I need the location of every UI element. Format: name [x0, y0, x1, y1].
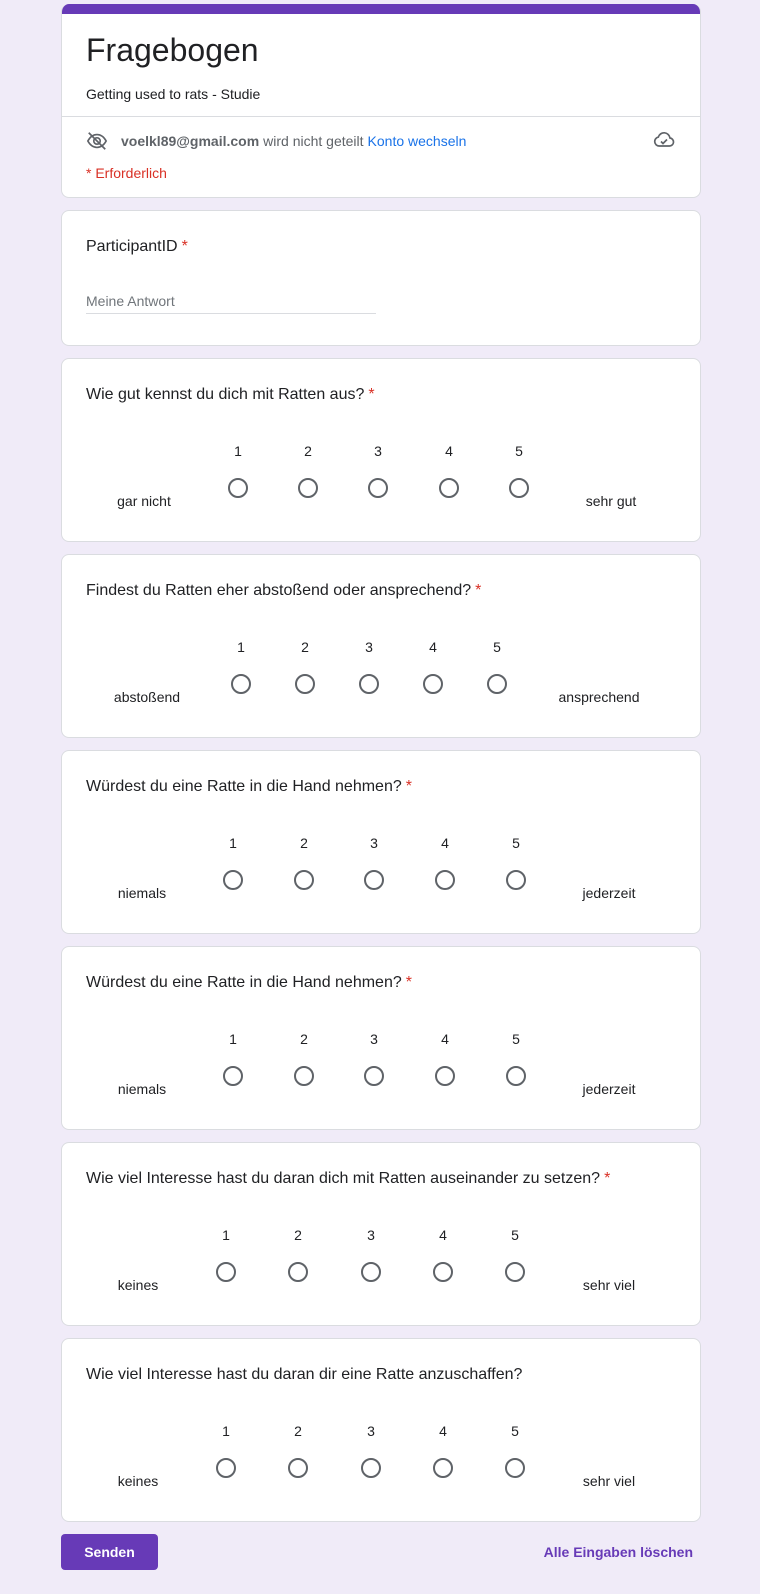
scale-radio-2[interactable]	[298, 478, 318, 498]
linear-scale	[86, 619, 676, 705]
scale-question-card	[61, 750, 701, 934]
scale-high-label: sehr viel	[582, 1277, 636, 1293]
question-title	[86, 579, 676, 603]
scale-number: 5	[512, 1031, 520, 1047]
scale-number: 1	[229, 835, 237, 851]
scale-question-card	[61, 1142, 701, 1326]
scale-number: 1	[229, 1031, 237, 1047]
scale-number: 4	[441, 835, 449, 851]
scale-low-label: keines	[117, 1277, 159, 1293]
scale-number: 2	[300, 1031, 308, 1047]
scale-number: 5	[512, 835, 520, 851]
scale-number: 3	[370, 835, 378, 851]
linear-scale	[86, 1207, 676, 1293]
clear-form-button[interactable]: Alle Eingaben löschen	[543, 1544, 693, 1560]
scale-question-card	[61, 358, 701, 542]
scale-radio-4[interactable]	[433, 1458, 453, 1478]
scale-radio-5[interactable]	[506, 870, 526, 890]
cloud-check-icon	[652, 128, 676, 152]
scale-number: 5	[515, 443, 523, 459]
question-text: Findest du Ratten eher abstoßend oder ansprechend?	[86, 582, 472, 599]
question-text: Würdest du eine Ratte in die Hand nehmen?	[86, 974, 402, 991]
scale-high-label: ansprechend	[558, 689, 640, 705]
scale-high-label: jederzeit	[582, 1081, 636, 1097]
required-star: *	[405, 974, 412, 991]
linear-scale	[86, 1403, 676, 1489]
scale-radio-1[interactable]	[223, 1066, 243, 1086]
scale-number: 5	[493, 639, 501, 655]
scale-number: 3	[365, 639, 373, 655]
form-description: Getting used to rats - Studie	[86, 86, 261, 102]
scale-radio-3[interactable]	[361, 1458, 381, 1478]
required-star: *	[475, 582, 482, 599]
question-title	[86, 971, 676, 995]
question-text: Wie viel Interesse hast du daran dir eine Ratte anzuschaffen?	[86, 1366, 523, 1383]
scale-number: 2	[301, 639, 309, 655]
participant-id-label	[86, 235, 676, 259]
linear-scale	[86, 1011, 676, 1097]
participant-id-text: ParticipantID	[86, 238, 178, 255]
question-title	[86, 1363, 676, 1387]
scale-number: 4	[439, 1227, 447, 1243]
scale-radio-4[interactable]	[423, 674, 443, 694]
scale-number: 4	[429, 639, 437, 655]
required-star: *	[604, 1170, 611, 1187]
form-title: Fragebogen	[86, 32, 259, 68]
scale-radio-3[interactable]	[364, 870, 384, 890]
form-header-card	[61, 4, 701, 198]
switch-account-link[interactable]: Konto wechseln	[367, 133, 467, 149]
form-container	[61, 4, 701, 1570]
scale-radio-5[interactable]	[505, 1458, 525, 1478]
scale-radio-4[interactable]	[433, 1262, 453, 1282]
question-text: Wie viel Interesse hast du daran dich mit Ratten auseinander zu setzen?	[86, 1170, 601, 1187]
scale-number: 1	[237, 639, 245, 655]
scale-radio-3[interactable]	[359, 674, 379, 694]
required-star: *	[368, 386, 375, 403]
scale-number: 4	[441, 1031, 449, 1047]
scale-low-label: keines	[117, 1473, 159, 1489]
eye-off-icon	[86, 130, 108, 152]
scale-radio-1[interactable]	[231, 674, 251, 694]
scale-question-card	[61, 946, 701, 1130]
question-text: Würdest du eine Ratte in die Hand nehmen?	[86, 778, 402, 795]
scale-radio-3[interactable]	[364, 1066, 384, 1086]
scale-radio-3[interactable]	[361, 1262, 381, 1282]
scale-number: 2	[304, 443, 312, 459]
scale-radio-1[interactable]	[223, 870, 243, 890]
scale-high-label: sehr viel	[582, 1473, 636, 1489]
scale-number: 2	[294, 1227, 302, 1243]
scale-question-card	[61, 554, 701, 738]
scale-number: 2	[300, 835, 308, 851]
account-row	[86, 131, 676, 151]
scale-radio-5[interactable]	[487, 674, 507, 694]
scale-radio-1[interactable]	[228, 478, 248, 498]
scale-number: 5	[511, 1227, 519, 1243]
scale-radio-1[interactable]	[216, 1262, 236, 1282]
participant-id-input[interactable]	[86, 289, 376, 314]
required-note: * Erforderlich	[86, 165, 167, 181]
scale-radio-2[interactable]	[294, 1066, 314, 1086]
scale-question-card	[61, 1338, 701, 1522]
participant-id-card	[61, 210, 701, 346]
scale-radio-3[interactable]	[368, 478, 388, 498]
submit-button[interactable]: Senden	[61, 1534, 158, 1570]
scale-number: 3	[374, 443, 382, 459]
account-share-note: wird nicht geteilt	[263, 133, 364, 149]
scale-number: 1	[222, 1227, 230, 1243]
scale-number: 4	[445, 443, 453, 459]
scale-low-label: niemals	[117, 885, 167, 901]
scale-radio-1[interactable]	[216, 1458, 236, 1478]
scale-radio-2[interactable]	[288, 1262, 308, 1282]
scale-radio-2[interactable]	[295, 674, 315, 694]
scale-number: 2	[294, 1423, 302, 1439]
scale-low-label: abstoßend	[113, 689, 181, 705]
scale-low-label: gar nicht	[117, 493, 171, 509]
scale-radio-5[interactable]	[506, 1066, 526, 1086]
scale-number: 3	[370, 1031, 378, 1047]
accent-bar	[62, 4, 700, 14]
scale-high-label: jederzeit	[582, 885, 636, 901]
scale-number: 3	[367, 1227, 375, 1243]
question-title	[86, 775, 676, 799]
scale-high-label: sehr gut	[585, 493, 637, 509]
scale-number: 4	[439, 1423, 447, 1439]
question-title	[86, 1167, 676, 1191]
scale-radio-5[interactable]	[505, 1262, 525, 1282]
scale-radio-2[interactable]	[294, 870, 314, 890]
scale-number: 3	[367, 1423, 375, 1439]
linear-scale	[86, 815, 676, 901]
scale-number: 1	[234, 443, 242, 459]
scale-radio-2[interactable]	[288, 1458, 308, 1478]
scale-radio-4[interactable]	[439, 478, 459, 498]
form-footer	[61, 1534, 701, 1570]
scale-radio-4[interactable]	[435, 870, 455, 890]
question-text: Wie gut kennst du dich mit Ratten aus?	[86, 386, 365, 403]
scale-low-label: niemals	[117, 1081, 167, 1097]
scale-radio-5[interactable]	[509, 478, 529, 498]
required-star: *	[405, 778, 412, 795]
required-star: *	[181, 238, 188, 255]
scale-number: 1	[222, 1423, 230, 1439]
linear-scale	[86, 423, 676, 509]
scale-radio-4[interactable]	[435, 1066, 455, 1086]
account-email: voelkl89@gmail.com	[121, 133, 260, 149]
question-title	[86, 383, 676, 407]
scale-number: 5	[511, 1423, 519, 1439]
